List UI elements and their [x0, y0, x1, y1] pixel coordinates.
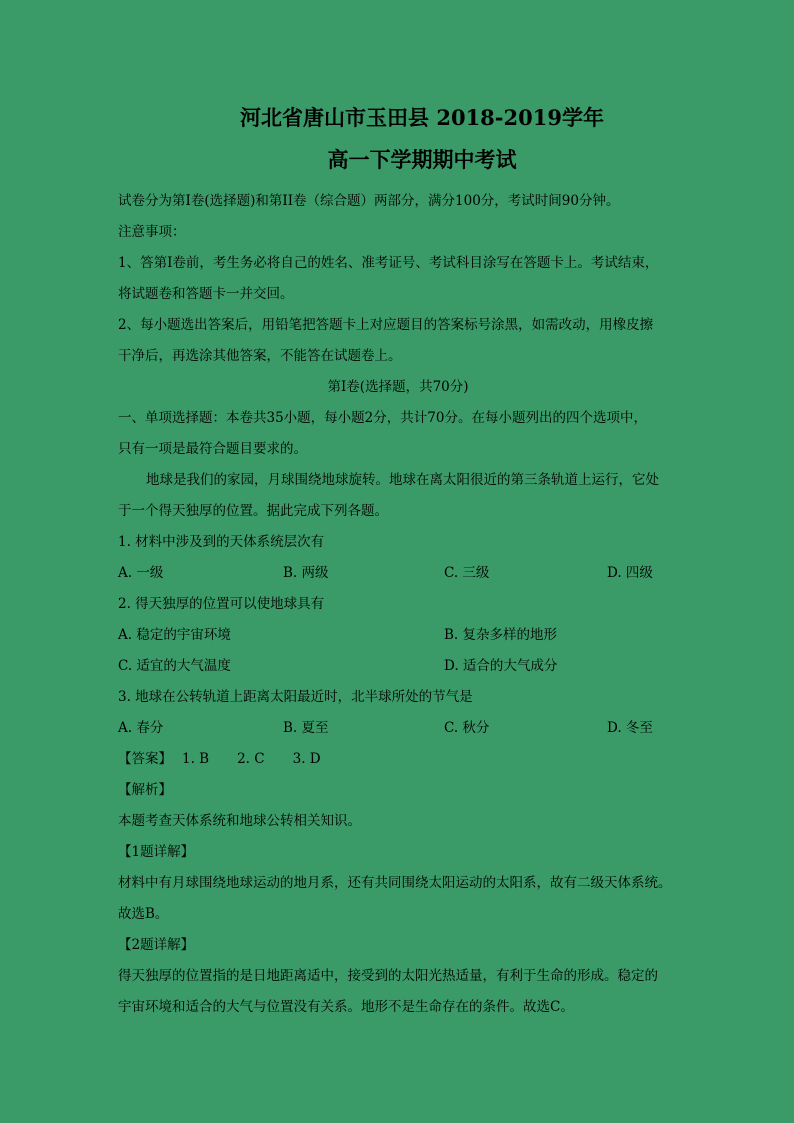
analysis-text: 本题考查天体系统和地球公转相关知识。	[118, 813, 361, 829]
question-3-option-d: D. 冬至	[607, 720, 653, 736]
section-title: 第Ⅰ卷(选择题，共70分)	[327, 379, 469, 395]
question-3-options	[118, 713, 678, 744]
answer-item-3: 3. D	[292, 751, 321, 767]
question-1-option-a: A. 一级	[118, 565, 164, 581]
question-2-stem: 2. 得天独厚的位置可以使地球具有	[118, 596, 325, 612]
section-description-line2: 只有一项是最符合题目要求的。	[118, 441, 307, 457]
question-2-option-b: B. 复杂多样的地形	[444, 627, 558, 643]
detail-2-label: 【2题详解】	[118, 937, 195, 953]
question-2-option-d: D. 适合的大气成分	[444, 658, 558, 674]
document-title-line1: 河北省唐山市玉田县 2018-2019学年	[240, 105, 604, 130]
notice-item-2-line1: 2、每小题选出答案后，用铅笔把答题卡上对应题目的答案标号涂黑，如需改动，用橡皮擦	[118, 317, 654, 333]
document-title-line2: 高一下学期期中考试	[327, 147, 517, 172]
question-2-options-row2	[118, 651, 678, 682]
question-3-stem: 3. 地球在公转轨道上距离太阳最近时，北半球所处的节气是	[118, 689, 473, 705]
document-page	[118, 100, 678, 1023]
detail-2-line1: 得天独厚的位置指的是日地距离适中，接受到的太阳光热适量，有利于生命的形成。稳定的	[118, 968, 658, 984]
analysis-label: 【解析】	[118, 782, 172, 798]
answer-label: 【答案】	[118, 751, 172, 767]
exam-intro: 试卷分为第Ⅰ卷(选择题)和第II卷（综合题）两部分，满分100分，考试时间90分钟。	[118, 193, 620, 209]
question-1-stem: 1. 材料中涉及到的天体系统层次有	[118, 534, 325, 550]
section-description-line1: 一、单项选择题：本卷共35小题，每小题2分，共计70分。在每小题列出的四个选项中，	[118, 410, 647, 426]
answer-item-1: 1. B	[182, 751, 210, 767]
notice-item-2-line2: 干净后，再选涂其他答案，不能答在试题卷上。	[118, 348, 402, 364]
passage-line2: 于一个得天独厚的位置。据此完成下列各题。	[118, 503, 388, 519]
answer-item-2: 2. C	[237, 751, 265, 767]
question-2-option-c: C. 适宜的大气温度	[118, 658, 231, 674]
notice-item-1-line2: 将试题卷和答题卡一并交回。	[118, 286, 294, 302]
detail-1-line1: 材料中有月球围绕地球运动的地月系，还有共同围绕太阳运动的太阳系，故有二级天体系统。	[118, 875, 672, 891]
question-2-options-row1	[118, 620, 678, 651]
notice-item-1-line1: 1、答第Ⅰ卷前，考生务必将自己的姓名、准考证号、考试科目涂写在答题卡上。考试结束，	[118, 255, 659, 271]
detail-2-line2: 宇宙环境和适合的大气与位置没有关系。地形不是生命存在的条件。故选C。	[118, 999, 574, 1015]
question-1-option-d: D. 四级	[607, 565, 653, 581]
question-1-option-b: B. 两级	[283, 565, 329, 581]
detail-1-label: 【1题详解】	[118, 844, 195, 860]
detail-1-line2: 故选B。	[118, 906, 169, 922]
answer-line	[118, 744, 678, 775]
notice-heading: 注意事项：	[118, 224, 186, 240]
question-2-option-a: A. 稳定的宇宙环境	[118, 627, 231, 643]
question-3-option-c: C. 秋分	[444, 720, 490, 736]
question-1-option-c: C. 三级	[444, 565, 490, 581]
question-1-options	[118, 558, 678, 589]
question-3-option-b: B. 夏至	[283, 720, 329, 736]
question-3-option-a: A. 春分	[118, 720, 164, 736]
passage-line1: 地球是我们的家园，月球围绕地球旋转。地球在离太阳很近的第三条轨道上运行，它处	[146, 472, 659, 488]
